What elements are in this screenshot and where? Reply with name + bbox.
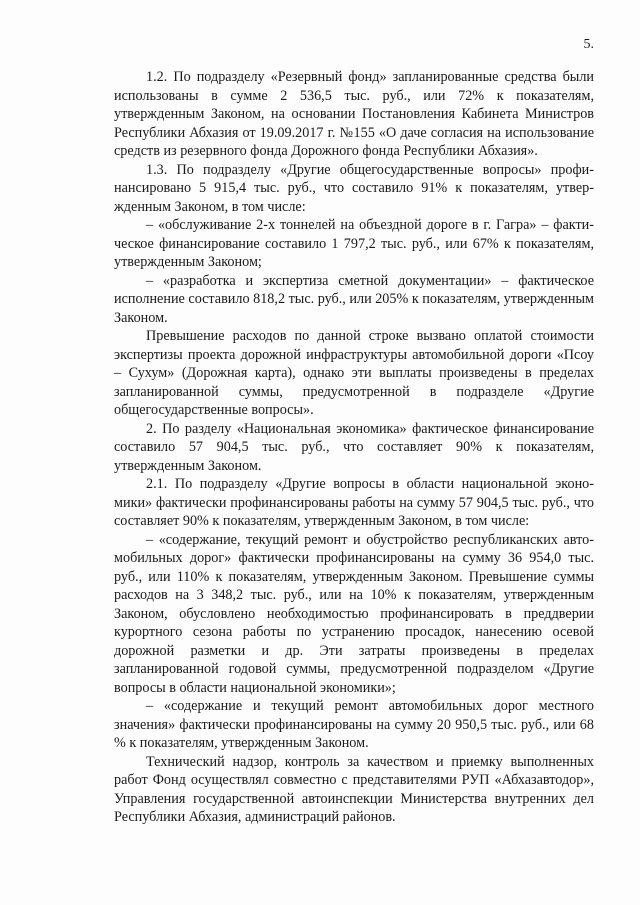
paragraph-technical-supervision: Технический надзор, контроль за качеством и приемку выполненных работ Фонд осуществлял совместно с представителями РУП «Абхазавтодор», Управления государственной автоинспекции Министерства внутренних дел Республики Абхазия, администраций районов. — [114, 753, 594, 825]
page-number: 5. — [583, 37, 594, 52]
list-item-tunnels: – «обслуживание 2-х тоннелей на объездной дороге в г. Гагра» – фактическое финансирование составило 1 797,2 тыс. руб., или 67% к показателям, утвержденным Законом; — [114, 217, 594, 270]
paragraph-national-economy: 2. По разделу «Национальная экономика» фактическое финансирование составило 57 904,5 тыс. руб., что составляет 90% к показателям, утвержденным Законом. — [114, 420, 594, 474]
paragraph-national-economy-other: 2.1. По подразделу «Другие вопросы в области национальной экономики» фактически профинансированы работы на сумму 57 904,5 тыс. руб., что составляет 90% к показателям, утвержденным Законом, в том числе: — [114, 476, 594, 529]
paragraph-reserve-fund: 1.2. По подразделу «Резервный фонд» запланированные средства были использованы в сумме 2 536,5 тыс. руб., или 72% к показателям, утвержденным Законом, на основании Постановления Кабинета Министров Республики Абхазия от 19.09.2017 г. №155 «О даче согласия на использование средств из резервного фонда Дорожного фонда Республики Абхазия». — [114, 69, 594, 159]
list-item-republican-roads: – «содержание, текущий ремонт и обустройство республиканских автомобильных дорог» фактически профинансированы на сумму 36 954,0 тыс. руб., или 110% к показателям, утвержденным Законом. Превышение суммы расходов на 3 348,2 тыс. руб., или на 10% к показателям, утвержденным Законом, обусловлено необходимостью профинансировать в преддверии курортного сезона работы по устранению просадок, нанесению осевой дорожной разметки и др. Эти затраты произведены в пределах запланированной годовой суммы, предусмотренной подразделом «Другие вопросы в области национальной экономики»; — [114, 531, 594, 696]
list-item-estimate-documentation: – «разработка и экспертиза сметной документации» – фактическое исполнение составило 818,2 тыс. руб., или 205% к показателям, утвержденным Законом. — [114, 272, 594, 326]
list-item-local-roads: – «содержание и текущий ремонт автомобильных дорог местного значения» фактически профинансированы на сумму 20 950,5 тыс. руб., или 68 % к показателям, утвержденным Законом. — [114, 698, 594, 751]
paragraph-overspend-explanation: Превышение расходов по данной строке вызвано оплатой стоимости экспертизы проекта дорожной инфраструктуры автомобильной дороги «Псоу – Сухум» (Дорожная карта), однако эти выплаты произведены в пределах запланированной суммы, предусмотренной в подразделе «Другие общегосударственные вопросы». — [114, 328, 594, 418]
paragraph-other-state-issues: 1.3. По подразделу «Другие общегосударственные вопросы» профинансировано 5 915,4 тыс. руб., что составило 91% к показателям, утвержденным Законом, в том числе: — [114, 161, 594, 215]
document-body — [114, 68, 594, 827]
